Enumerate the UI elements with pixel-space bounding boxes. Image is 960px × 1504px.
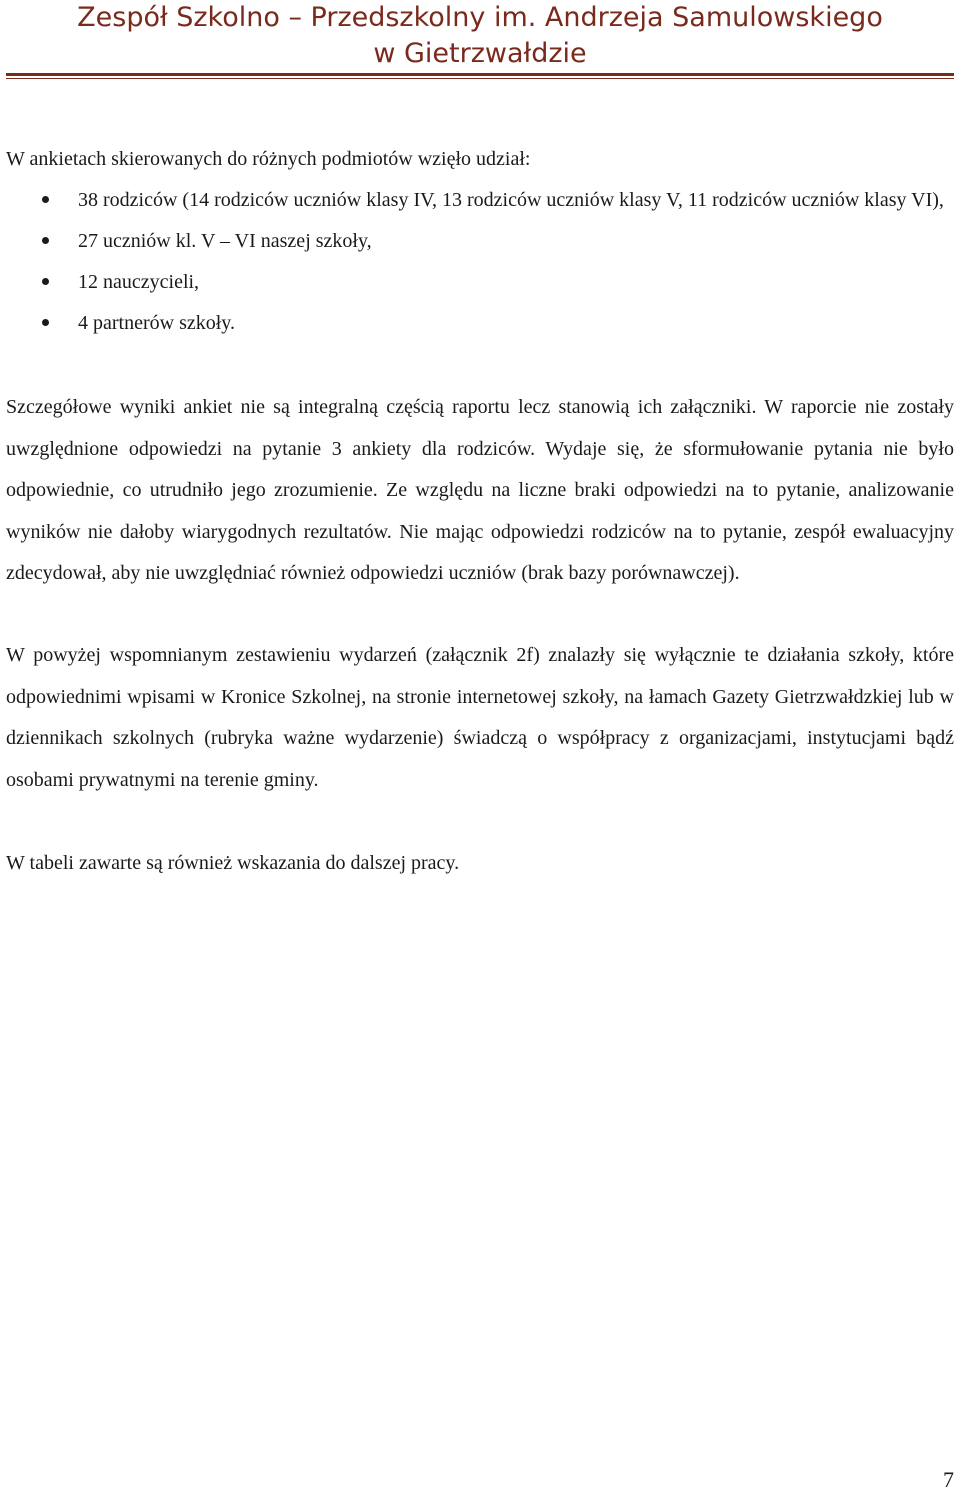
list-item-text: 12 nauczycieli, — [78, 271, 200, 293]
bullet-icon — [42, 278, 49, 285]
bullet-icon — [42, 319, 49, 326]
header-school-name: Zespół Szkolno – Przedszkolny im. Andrzeja Samulowskiego — [77, 2, 883, 33]
list-item — [6, 262, 954, 303]
intro-paragraph: W ankietach skierowanych do różnych podmiotów wzięło udział: — [6, 148, 531, 170]
header-location: w Gietrzwałdzie — [373, 38, 587, 69]
list-item — [6, 303, 954, 344]
participants-list — [6, 180, 954, 344]
list-item — [6, 180, 954, 221]
header-divider-thick — [6, 73, 954, 76]
list-item-text: 38 rodziców (14 rodziców uczniów klasy IV, 13 rodziców uczniów klasy V, 11 rodziców uczniów klasy VI), — [78, 189, 944, 211]
bullet-icon — [42, 196, 49, 203]
list-item — [6, 221, 954, 262]
list-item-text: 27 uczniów kl. V – VI naszej szkoły, — [78, 230, 372, 252]
survey-results-paragraph: Szczegółowe wyniki ankiet nie są integralną częścią raportu lecz stanowią ich załączniki. W raporcie nie zostały uwzględnione odpowiedzi na pytanie 3 ankiety dla rodziców. Wydaje się, że sformułowanie pytania nie było odpowiednie, co utrudniło jego zrozumienie. Ze względu na liczne braki odpowiedzi na to pytanie, analizowanie wyników nie dałoby wiarygodnych rezultatów. Nie mając odpowiedzi rodziców na to pytanie, zespół ewaluacyjny zdecydował, aby nie uwzględniać również odpowiedzi uczniów (brak bazy porównawczej). — [6, 396, 954, 585]
document-body — [6, 139, 954, 885]
recommendations-paragraph: W tabeli zawarte są również wskazania do dalszej pracy. — [6, 852, 460, 875]
events-summary-paragraph: W powyżej wspomnianym zestawieniu wydarzeń (załącznik 2f) znalazły się wyłącznie te działania szkoły, które odpowiednimi wpisami w Kronice Szkolnej, na stronie internetowej szkoły, na łamach Gazety Gietrzwałdzkiej lub w dziennikach szkolnych (rubryka ważne wydarzenie) świadczą o współpracy z organizacjami, instytucjami bądź osobami prywatnymi na terenie gminy. — [6, 643, 954, 791]
page-header — [0, 0, 960, 72]
list-item-text: 4 partnerów szkoły. — [78, 312, 235, 334]
header-divider-thin — [6, 78, 954, 79]
page-number: 7 — [943, 1467, 954, 1492]
bullet-icon — [42, 237, 49, 244]
